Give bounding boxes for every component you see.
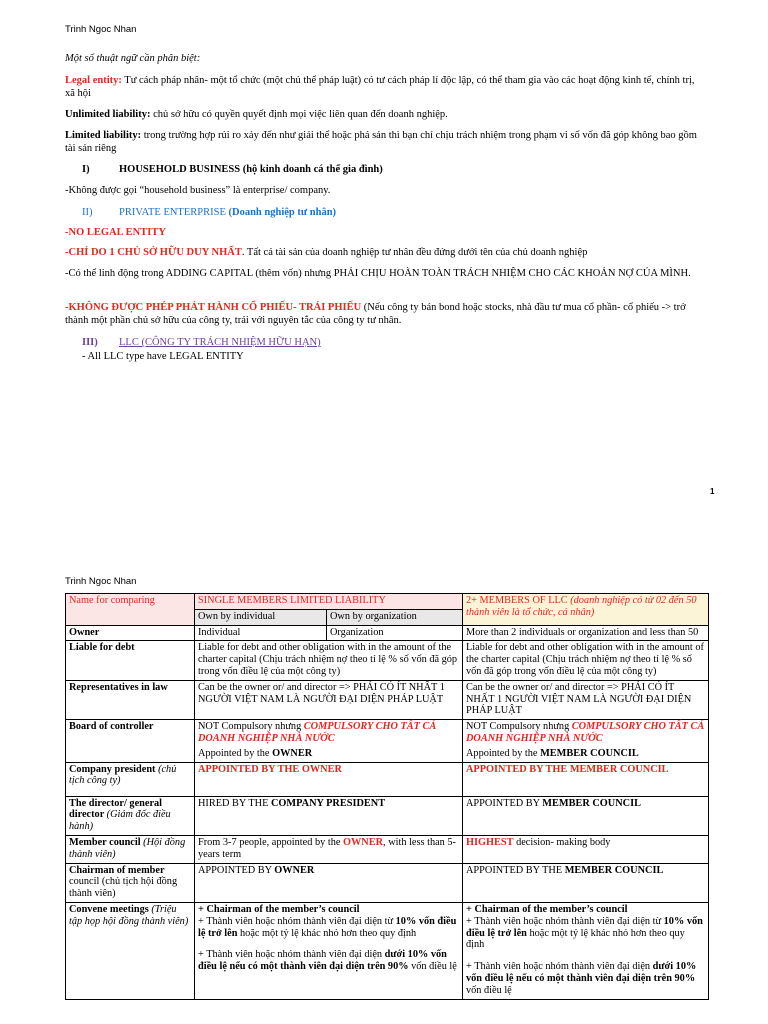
board-appointed <box>466 748 705 760</box>
table-row <box>66 863 709 902</box>
table-row <box>66 594 709 610</box>
heading-household-num: I) <box>82 164 90 175</box>
owner-line-text: . Tất cả tài sản của doanh nghiệp tư nhân đều đứng dưới tên của chủ doanh nghiệp <box>241 247 588 258</box>
convene-item-3c: vốn điều lệ <box>408 961 457 973</box>
convene-item-3a: + Thành viên hoặc nhóm thành viên đại diện <box>466 961 653 973</box>
page-2 <box>0 560 768 1024</box>
chairman-multi-bold: MEMBER COUNCIL <box>564 864 664 876</box>
shares-line-text: (Nếu công ty bán bond hoặc stocks, nhà đầu tư mua cổ phần- cổ phiếu -> trở thành một phần chủ sở hữu của công ty, trái với nguyên tắc của công ty tư nhân. <box>65 302 686 326</box>
row-label-liable: Liable for debt <box>66 641 195 680</box>
council-label-sub: (Hội đồng thành viên) <box>69 836 186 860</box>
chairman-multi-prefix: APPOINTED BY THE <box>466 864 565 876</box>
convene-item-2 <box>466 916 705 951</box>
heading-private-sub: (Doanh nghiệp tư nhân) <box>228 207 337 218</box>
cell-council-single <box>195 835 463 863</box>
cell-owner-multi: More than 2 individuals or organization and less than 50 <box>463 625 709 641</box>
director-label: The director/ general director <box>69 797 163 821</box>
header-multi-text: 2+ MEMBERS OF LLC <box>466 595 571 606</box>
row-label-president <box>66 762 195 796</box>
legal-entity-def <box>65 74 705 100</box>
convene-item-2a: + Thành viên hoặc nhóm thành viên đại diện từ <box>198 915 396 927</box>
board-compulsory: COMPULSORY CHO TẤT CẢ DOANH NGHIỆP NHÀ NƯỚC <box>198 721 437 744</box>
heading-household <box>82 163 722 176</box>
cell-owner-org: Organization <box>327 625 463 641</box>
cell-owner-individual: Individual <box>195 625 327 641</box>
convene-item-2a: + Thành viên hoặc nhóm thành viên đại diện từ <box>466 915 664 927</box>
cell-liable-single: Liable for debt and other obligation with in the amount of the charter capital (Chịu trách nhiệm nợ theo tỉ lệ % số vốn đã góp trong vốn điều lệ của một công ty) <box>195 641 463 680</box>
council-single-suffix: , with less than 5-years term <box>198 836 456 860</box>
page-1 <box>0 0 768 510</box>
convene-item-3 <box>466 961 705 996</box>
director-single-bold: COMPANY PRESIDENT <box>270 797 386 809</box>
intro-text: Một số thuật ngữ cần phân biệt: <box>65 53 201 64</box>
convene-item-1: + Chairman of the member’s council <box>198 903 360 915</box>
legal-entity-term: Legal entity: <box>65 75 122 86</box>
chairman-single-prefix: APPOINTED BY <box>198 864 275 876</box>
limited-liability-def <box>65 129 705 155</box>
board-appointed <box>198 748 459 760</box>
owner-line <box>65 246 705 259</box>
unlimited-liability-term: Unlimited liability: <box>65 109 151 120</box>
limited-liability-text: trong trường hợp rủi ro xảy đến như giải thể hoặc phá sản thì bạn chỉ chịu trách nhiệm trong phạm vi số vốn đã góp không bao gồm tài sản riêng <box>65 130 697 154</box>
header-multi <box>463 594 709 626</box>
header-multi-sub: (doanh nghiệp có từ 02 đến 50 thành viên là tổ chức, cá nhân) <box>466 595 697 618</box>
board-appointed-prefix: Appointed by the <box>466 747 541 759</box>
chairman-single-bold: OWNER <box>274 864 315 876</box>
cell-liable-multi: Liable for debt and other obligation with in the amount of the charter capital (Chịu trách nhiệm nợ theo tỉ lệ % số vốn đã góp trong vốn điều lệ của một công ty) <box>463 641 709 680</box>
chairman-label: Chairman of member <box>69 864 165 876</box>
board-appointed-prefix: Appointed by the <box>198 747 273 759</box>
legal-entity-text: Tư cách pháp nhân- một tổ chức (một chủ thể pháp luật) có tư cách pháp lí độc lập, có thể tham gia vào các hoạt động kinh tế, chính trị, xã hội <box>65 75 695 99</box>
council-label: Member council <box>69 836 144 848</box>
table-row <box>66 835 709 863</box>
row-label-council <box>66 835 195 863</box>
convene-label-sub: (Triệu tập họp hội đồng thành viên) <box>69 903 189 927</box>
row-label-director <box>66 796 195 835</box>
convene-item-2c: hoặc một tỷ lệ khác nhỏ hơn theo quy định <box>466 927 685 951</box>
board-compulsory: COMPULSORY CHO TẤT CẢ DOANH NGHIỆP NHÀ NƯỚC <box>466 721 705 744</box>
limited-liability-term: Limited liability: <box>65 130 142 141</box>
cell-representatives-multi: Can be the owner or/ and director => PHẢI CÓ ÍT NHẤT 1 NGƯỜI VIỆT NAM LÀ NGƯỜI ĐẠI DIỆN PHÁP LUẬT <box>463 680 709 719</box>
board-single-by: OWNER <box>272 747 313 759</box>
cell-chairman-single <box>195 863 463 902</box>
page-number: 1 <box>710 487 715 496</box>
shares-line <box>65 301 705 327</box>
cell-council-multi <box>463 835 709 863</box>
council-multi-suffix: decision- making body <box>513 836 611 848</box>
director-multi-bold: MEMBER COUNCIL <box>542 797 641 809</box>
table-row <box>66 641 709 680</box>
council-multi-red: HIGHEST <box>466 836 514 848</box>
convene-item-1: + Chairman of the member’s council <box>466 903 628 915</box>
cell-board-multi <box>463 720 709 762</box>
convene-item-3c: vốn điều lệ <box>466 984 512 996</box>
cell-board-single <box>195 720 463 762</box>
llc-bullet: - All LLC type have LEGAL ENTITY <box>82 351 244 362</box>
cell-convene-multi <box>463 902 709 999</box>
row-label-convene <box>66 902 195 999</box>
owner-line-red: -CHỈ DO 1 CHỦ SỞ HỮU DUY NHẤT <box>65 247 242 258</box>
unlimited-liability-text: chủ sở hữu có quyền quyết định mọi việc liên quan đến doanh nghiệp. <box>150 109 448 120</box>
shares-line-red: -KHÔNG ĐƯỢC PHÉP PHÁT HÀNH CỔ PHIẾU- TRÁI PHIẾU <box>65 302 362 313</box>
table-row <box>66 796 709 835</box>
heading-llc-text: LLC (CÔNG TY TRÁCH NHIỆM HỮU HẠN) <box>119 337 321 348</box>
cell-director-multi <box>463 796 709 835</box>
heading-private-num: II) <box>82 207 93 218</box>
header-name-col: Name for comparing <box>66 594 195 626</box>
table-row <box>66 762 709 796</box>
director-label-sub: (Giám đốc điều hành) <box>69 809 171 833</box>
table-row <box>66 680 709 719</box>
household-note: -Không được gọi “household business” là enterprise/ company. <box>65 185 331 196</box>
row-label-chairman <box>66 863 195 902</box>
heading-llc <box>82 336 722 349</box>
convene-item-2b: 10% vốn điều lệ trở lên <box>198 915 457 939</box>
header-own-individual: Own by individual <box>195 609 327 625</box>
row-label-board: Board of controller <box>66 720 195 762</box>
author-name: Trinh Ngoc Nhan <box>65 576 137 587</box>
council-single-prefix: From 3-7 people, appointed by the <box>198 836 343 848</box>
convene-item-3b: dưới 10% vốn điều lệ nếu có một thành viên đại diện trên 90% <box>198 949 447 973</box>
cell-president-single: APPOINTED BY THE OWNER <box>195 762 463 796</box>
header-single: SINGLE MEMBERS LIMITED LIABILITY <box>195 594 463 610</box>
capital-line: -Có thể linh động trong ADDING CAPITAL (thêm vốn) nhưng PHẢI CHỊU HOÀN TOÀN TRÁCH NHIỆM CHO CÁC KHOẢN NỢ CỦA MÌNH. <box>65 268 691 279</box>
table-row <box>66 902 709 999</box>
cell-president-multi: APPOINTED BY THE MEMBER COUNCIL <box>463 762 709 796</box>
comparison-table <box>65 593 709 1000</box>
unlimited-liability-def <box>65 108 705 121</box>
board-not: NOT Compulsory nhưng <box>466 721 572 733</box>
table-row <box>66 625 709 641</box>
board-multi-by: MEMBER COUNCIL <box>540 747 639 759</box>
heading-llc-num: III) <box>82 337 98 348</box>
heading-private-text: PRIVATE ENTERPRISE <box>119 207 229 218</box>
table-row <box>66 720 709 762</box>
cell-chairman-multi <box>463 863 709 902</box>
heading-household-text: HOUSEHOLD BUSINESS <box>119 164 243 175</box>
council-single-red: OWNER <box>343 836 384 848</box>
convene-item-2c: hoặc một tỷ lệ khác nhỏ hơn theo quy định <box>237 927 417 939</box>
convene-item-3a: + Thành viên hoặc nhóm thành viên đại diện <box>198 949 385 961</box>
row-label-representatives: Representatives in law <box>66 680 195 719</box>
president-label-sub: (chủ tịch công ty) <box>69 763 177 787</box>
convene-item-3b: dưới 10% vốn điều lệ nếu có một thành viên đại diện trên 90% <box>466 961 697 984</box>
author-name: Trinh Ngoc Nhan <box>65 24 137 35</box>
header-own-org: Own by organization <box>327 609 463 625</box>
convene-item-3 <box>198 949 459 973</box>
heading-household-sub: (hộ kinh doanh cá thể gia đình) <box>242 164 383 175</box>
board-not: NOT Compulsory nhưng <box>198 721 304 733</box>
no-legal-entity: -NO LEGAL ENTITY <box>65 227 166 238</box>
convene-item-2b: 10% vốn điều lệ trở lên <box>466 915 703 939</box>
row-label-owner: Owner <box>66 625 195 641</box>
director-multi-prefix: APPOINTED BY <box>466 797 543 809</box>
director-single-prefix: HIRED BY THE <box>198 797 271 809</box>
convene-item-2 <box>198 916 459 940</box>
cell-convene-single <box>195 902 463 999</box>
president-label: Company president <box>69 763 159 775</box>
cell-representatives-single: Can be the owner or/ and director => PHẢI CÓ ÍT NHẤT 1 NGƯỜI VIỆT NAM LÀ NGƯỜI ĐẠI DIỆN PHÁP LUẬT <box>195 680 463 719</box>
chairman-label-sub: council (chủ tịch hội đồng thành viên) <box>69 876 178 900</box>
convene-label: Convene meetings <box>69 903 152 915</box>
heading-private <box>82 206 722 219</box>
cell-director-single <box>195 796 463 835</box>
